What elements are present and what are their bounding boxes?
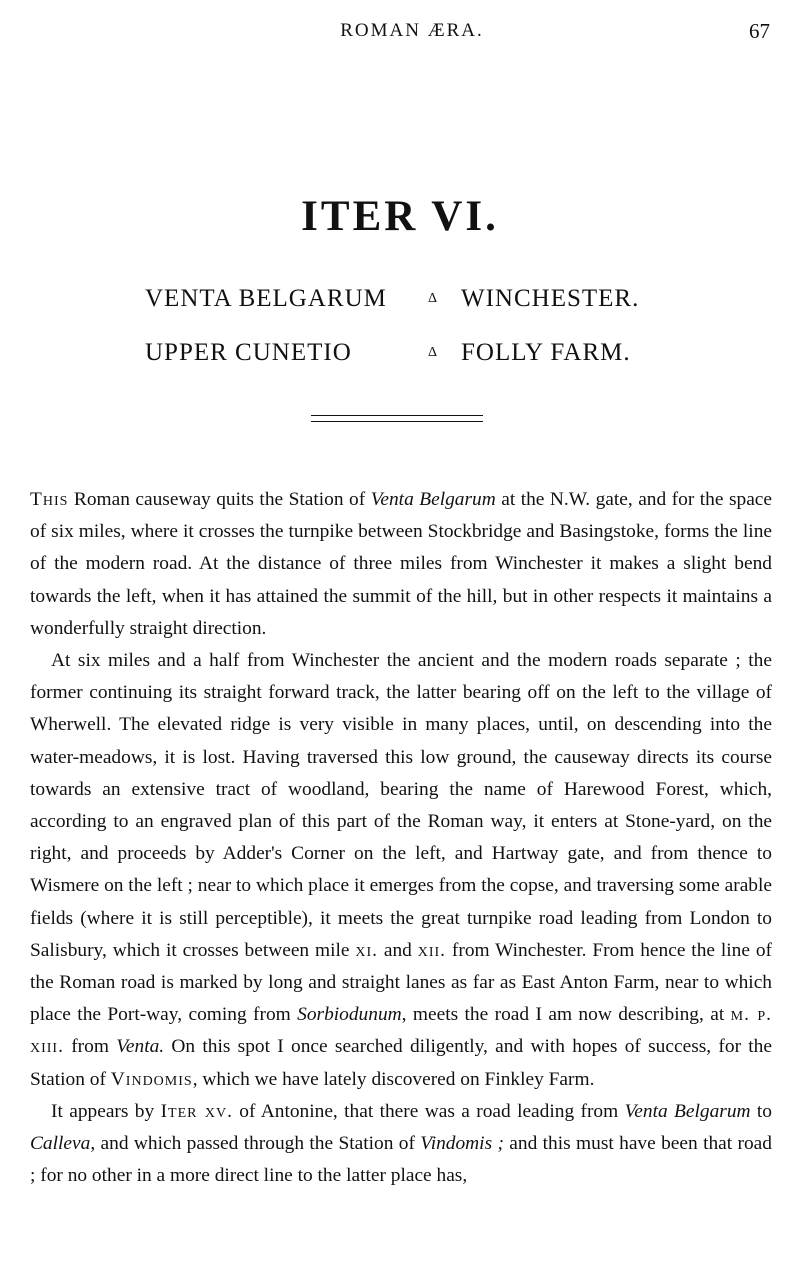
body-text bbox=[30, 484, 772, 1192]
text-run: , which we have lately discovered on Finkley Farm. bbox=[192, 1068, 595, 1090]
text-run: from Winchester. From hence the line of the Roman road is marked by long and straight lanes as far as East Anton Farm, near to which place the Port-way, coming from bbox=[30, 939, 772, 1026]
italic-run: Vindomis ; bbox=[420, 1133, 504, 1155]
italic-run: Sorbiodunum bbox=[297, 1004, 402, 1026]
route-to: FOLLY FARM. bbox=[461, 339, 631, 366]
paragraph bbox=[30, 484, 772, 645]
paragraph bbox=[30, 645, 772, 1096]
running-head bbox=[0, 20, 800, 44]
route-to: WINCHESTER. bbox=[461, 285, 640, 312]
small-caps-run: Vindomis bbox=[110, 1068, 193, 1090]
route-row bbox=[0, 339, 800, 373]
route-from: UPPER CUNETIO bbox=[145, 339, 352, 366]
text-run: and this must have been that road ; for no other in a more direct line to the latter place has, bbox=[30, 1133, 772, 1187]
small-caps-run: xi. bbox=[355, 939, 378, 961]
text-run: At six miles and a half from Winchester the ancient and the modern roads separate ; the former continuing its straight forward track, the latter bearing off on the left to the village of Wherwell. The elevated ridge is very visible in many places, until, on descending into the water-meadows, it is lost. Having traversed this low ground, the causeway directs its course towards an extensive tract of woodland, bearing the name of Harewood Forest, which, according to an engraved plan of this part of the Roman way, it enters at Stone-yard, on the right, and proceeds by Adder's Corner on the left, and Hartway gate, and from thence to Wismere on the left ; near to which place it emerges from the copse, and traversing some arable fields (where it is still perceptible), it meets the great turnpike road leading from London to Salisbury, which it crosses between mile bbox=[30, 650, 772, 961]
italic-run: Venta Belgarum bbox=[370, 489, 496, 510]
route-from: VENTA BELGARUM bbox=[145, 285, 387, 312]
italic-run: Calleva bbox=[30, 1133, 91, 1155]
text-run: On this spot I once searched diligently, and with hopes of success, for the Station of bbox=[30, 1036, 772, 1090]
small-caps-run: Iter xv. bbox=[160, 1100, 233, 1122]
text-run: and bbox=[377, 939, 418, 961]
small-caps-run: m. p. xiii. bbox=[30, 1004, 772, 1058]
chapter-title: ITER VI. bbox=[301, 193, 499, 240]
text-run: to bbox=[750, 1100, 772, 1122]
ornamental-rule bbox=[311, 421, 483, 422]
italic-run: Venta Belgarum bbox=[624, 1100, 751, 1122]
text-run: , and which passed through the Station of bbox=[90, 1133, 421, 1155]
small-caps-run: xii. bbox=[417, 939, 447, 961]
dropcap-word: This bbox=[30, 489, 69, 510]
text-run: , meets the road I am now describing, at bbox=[401, 1004, 731, 1026]
page-number: 67 bbox=[749, 19, 770, 43]
route-row bbox=[0, 285, 800, 319]
text-run: of Antonine, that there was a road leading from bbox=[232, 1100, 625, 1122]
text-run: from bbox=[63, 1036, 117, 1058]
italic-run: Venta. bbox=[116, 1036, 165, 1058]
station-symbol-icon: Δ bbox=[428, 291, 439, 306]
paragraph bbox=[30, 1096, 772, 1193]
station-symbol-icon: Δ bbox=[428, 345, 439, 360]
running-title: ROMAN ÆRA. bbox=[340, 20, 484, 41]
text-run: at the N.W. gate, and for the space of six miles, where it crosses the turnpike between Stockbridge and Basingstoke, forms the line of the modern road. At the distance of three miles from Winchester it makes a slight bend towards the left, when it has attained the summit of the hill, but in other respects it maintains a wonderfully straight direction. bbox=[30, 489, 773, 639]
text-run: Roman causeway quits the Station of bbox=[68, 489, 371, 510]
ornamental-rule bbox=[311, 415, 483, 416]
text-run: It appears by bbox=[51, 1100, 161, 1122]
